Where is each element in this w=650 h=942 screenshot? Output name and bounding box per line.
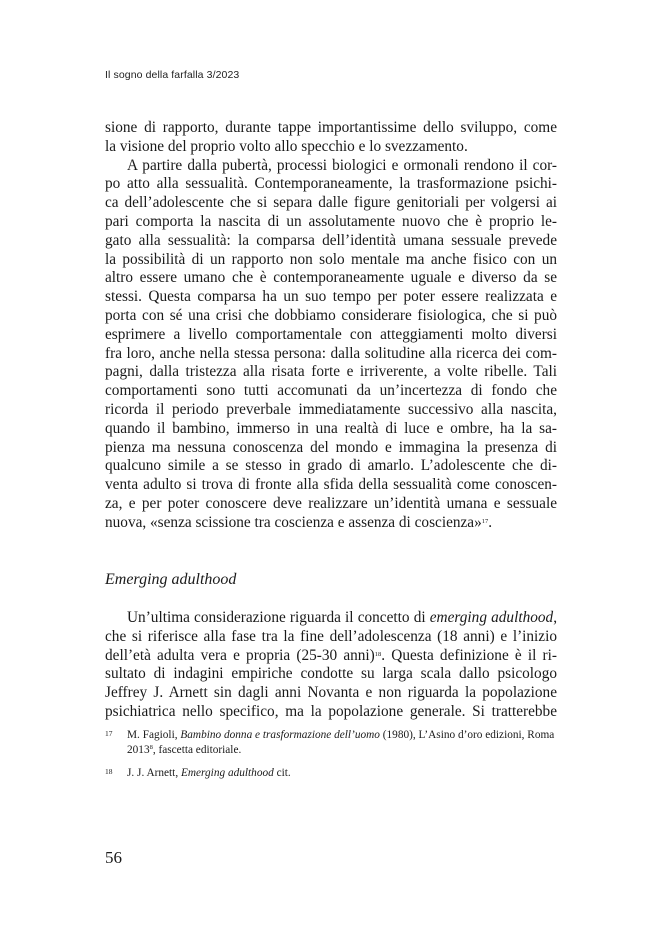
text-line: po atto alla sessualità. Contemporaneamente, la trasformazione psichi- [105, 175, 557, 193]
text-line: pagni, dalla tristezza alla risata forte e irriverente, a volte ribelle. Tali [105, 363, 557, 381]
text-line: comportamenti sono tutti accomunati da un’incertezza di fondo che [105, 382, 557, 400]
text-line: za, e per poter conoscere deve realizzare un’identità umana e sessuale [105, 494, 557, 512]
footnote-ref-18: 18 [374, 650, 382, 658]
paragraph-continuation [105, 119, 557, 157]
text-line: psichiatrica nello specifico, ma la popolazione generale. Si tratterebbe [105, 702, 557, 720]
footnotes [105, 726, 557, 781]
footnote-17: 17 M. Fagioli, Bambino donna e trasformazione dell’uomo (1980), L’Asino d’oro edizioni, Roma [105, 726, 557, 743]
footnote-18: 18 J. J. Arnett, Emerging adulthood cit. [105, 764, 557, 781]
text-line: pienza ma nessuna conoscenza del mondo e immagina la presenza di [105, 438, 557, 456]
text-line: che si riferisce alla fase tra la fine dell’adolescenza (18 anni) e l’inizio [105, 627, 557, 645]
paragraph-emerging-adulthood [105, 609, 557, 722]
text-line: gato alla sessualità: la comparsa dell’identità umana sessuale prevede [105, 231, 557, 249]
text-line: fra loro, anche nella stessa persona: dalla solitudine alla ricerca dei com- [105, 344, 557, 362]
text-line: venta adulto si trova di fronte alla sfida della sessualità come conoscen- [105, 476, 557, 494]
text-line: ca dell’adolescente che si separa dalle figure genitoriali per volgersi ai [105, 194, 557, 212]
text-line: Jeffrey J. Arnett sin dagli anni Novanta e non riguarda la popolazione [105, 684, 557, 702]
text-line: esprimere a livello comportamentale con atteggiamenti molto diversi [105, 325, 557, 343]
text-line: sultato di indagini empiriche condotte su larga scala dallo psicologo [105, 665, 557, 683]
text-line: stessi. Questa comparsa ha un suo tempo per poter essere realizzata e [105, 288, 557, 306]
section-heading: Emerging adulthood [105, 571, 237, 588]
text-line: altro essere umano che è contemporaneamente uguale e diverso da se [105, 269, 557, 287]
text-line: nuova, «senza scissione tra coscienza e assenza di coscienza»$^{17}$. [105, 513, 493, 531]
text-line: la possibilità di un rapporto non solo mentale ma anche fisico con un [105, 250, 557, 268]
text-line: ricorda il periodo preverbale immediatamente successivo alla nascita, [105, 400, 557, 418]
text-line: la visione del proprio volto allo specchio e lo svezzamento. [105, 137, 468, 155]
text-line: quando il bambino, immerso in una realtà di luce e ombre, ha la sa- [105, 419, 557, 437]
text-line: dell’età adulta vera e propria (25-30 anni)$^{18}$. Questa definizione è il ri- [105, 646, 557, 664]
text-line: porta con sé una crisi che dobbiamo considerare fisiologica, che si può [105, 306, 557, 324]
text-line: pari comporta la nascita di un assolutamente nuovo che è proprio le- [105, 212, 557, 230]
running-header: Il sogno della farfalla 3/2023 [105, 69, 240, 81]
page-number: 56 [105, 848, 122, 867]
footnote-number: 18 [105, 767, 113, 776]
footnote-ref-17: 17 [481, 517, 489, 525]
paragraph-puberty [105, 157, 557, 533]
text-line: Un’ultima considerazione riguarda il concetto di emerging adulthood, [127, 609, 558, 626]
text-line: A partire dalla pubertà, processi biologici e ormonali rendono il cor- [127, 156, 557, 174]
footnote-number: 17 [105, 729, 113, 738]
text-line: qualcuno simile a se stesso in grado di amarlo. L’adolescente che di- [105, 457, 557, 475]
footnote-17-continuation: 2013$^8$, fascetta editoriale. [127, 744, 242, 756]
text-line: sione di rapporto, durante tappe importantissime dello sviluppo, come [105, 119, 557, 136]
